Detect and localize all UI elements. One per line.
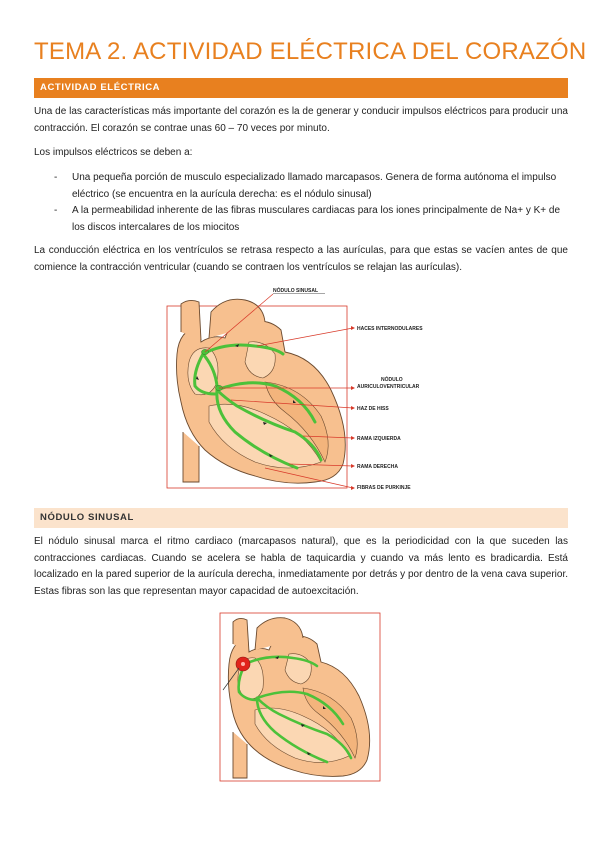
pointer-arrowheads (351, 326, 355, 490)
list-item (34, 170, 568, 203)
paragraph-intro: Una de las características más importante del corazón es la de generar y conducir impulsos eléctricos para producir una contracción. El corazón se contrae unas 60 – 70 veces por minuto. (34, 106, 568, 134)
label-haces-internodulares: HACES INTERNODULARES (357, 326, 423, 332)
sinus-node-core (241, 662, 245, 666)
list-item-text: Una pequeña porción de musculo especializado llamado marcapasos. Genera de forma autónoma el impulso eléctrico (se encuentra en la aurícula derecha: es el nódulo sinusal) (72, 172, 557, 200)
label-nodulo-av-line2: AURICULOVENTRICULAR (357, 384, 420, 390)
list-item-text: A la permeabilidad inherente de las fibras musculares cardiacas para los iones principalmente de Na+ y K+ de los discos intercalares de los miocitos (72, 205, 561, 233)
dash-icon: - (54, 172, 58, 183)
label-nodulo-sinusal: NÓDULO SINUSAL (273, 288, 318, 294)
paragraph-nodulo-sinusal: El nódulo sinusal marca el ritmo cardiaco (marcapasos natural), que es la periodicidad con la que suceden las contracciones cardiacas. Cuando se acelera se habla de taquicardia y cuando va más lento es bradicardia. Está localizado en la pared superior de la aurícula derecha, inmediatamente por detrás y por dentro de la vena cava superior. Estas fibras son las que representan mayor capacidad de autoexcitación. (34, 536, 568, 597)
dash-icon: - (54, 205, 58, 216)
heart-sinus-node-figure (219, 612, 381, 782)
section-heading-actividad-electrica: ACTIVIDAD ELÉCTRICA (34, 78, 568, 98)
label-rama-derecha: RAMA DERECHA (357, 464, 398, 470)
paragraph-impulsos: Los impulsos eléctricos se deben a: (34, 147, 193, 158)
page-title: TEMA 2. ACTIVIDAD ELÉCTRICA DEL CORAZÓN (34, 38, 587, 65)
list-item (34, 203, 568, 236)
label-haz-his: HAZ DE HISS (357, 406, 389, 412)
label-nodulo-av-line1: NÓDULO (381, 377, 403, 383)
paragraph-conduccion: La conducción eléctrica en los ventrículos se retrasa respecto a las aurículas, para que estas se vacíen antes de que comience la contracción ventricular (cuando se contraen los ventrículos se relajan las aurículas). (34, 245, 568, 273)
section-heading-nodulo-sinusal: NÓDULO SINUSAL (34, 508, 568, 528)
heart-conduction-figure (165, 282, 435, 492)
bullet-list (34, 170, 568, 236)
label-fibras-purkinje: FIBRAS DE PURKINJE (357, 485, 411, 491)
label-rama-izquierda: RAMA IZQUIERDA (357, 436, 401, 442)
